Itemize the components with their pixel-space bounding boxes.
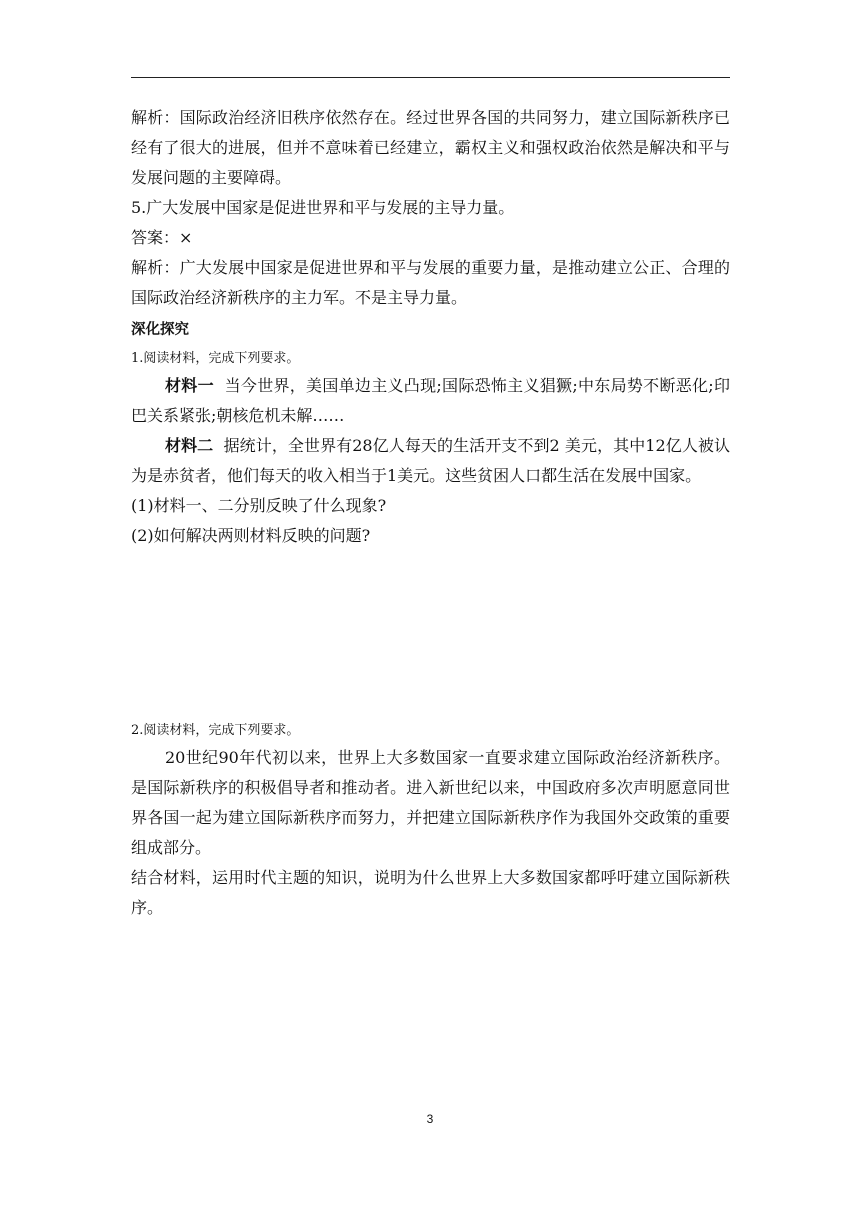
material-2 bbox=[131, 431, 730, 491]
exercise-1-instruction: 1.阅读材料，完成下列要求。 bbox=[131, 351, 300, 366]
material-2-text: 据统计，全世界有28亿人每天的生活开支不到2 美元，其中12亿人被认为是赤贫者，他们每天的收入相当于1美元。这些贫困人口都生活在发展中国家。 bbox=[131, 436, 730, 485]
exercise-2-instruction: 2.阅读材料，完成下列要求。 bbox=[131, 723, 300, 738]
page-number: 3 bbox=[426, 1112, 434, 1126]
exercise-2-material: 20世纪90年代初以来，世界上大多数国家一直要求建立国际政治经济新秩序。是国际新秩序的积极倡导者和推动者。进入新世纪以来，中国政府多次声明愿意同世界各国一起为建立国际新秩序而努力，并把建立国际新秩序作为我国外交政策的重要组成部分。 bbox=[131, 748, 730, 857]
answer-5: 答案：× bbox=[131, 228, 193, 247]
page-content bbox=[131, 103, 730, 923]
material-1-text: 当今世界，美国单边主义凸现;国际恐怖主义猖獗;中东局势不断恶化;印巴关系紧张;朝核危机未解…… bbox=[131, 376, 730, 425]
material-1-label: 材料一 bbox=[165, 376, 214, 395]
analysis-4: 解析：国际政治经济旧秩序依然存在。经过世界各国的共同努力，建立国际新秩序已经有了很大的进展，但并不意味着已经建立，霸权主义和强权政治依然是解决和平与发展问题的主要障碍。 bbox=[131, 108, 730, 187]
exercise-1-question-1: (1)材料一、二分别反映了什么现象? bbox=[131, 496, 387, 515]
question-5: 5.广大发展中国家是促进世界和平与发展的主导力量。 bbox=[131, 198, 515, 217]
exercise-2-question: 结合材料，运用时代主题的知识，说明为什么世界上大多数国家都呼吁建立国际新秩序。 bbox=[131, 868, 730, 917]
material-2-label: 材料二 bbox=[165, 436, 214, 455]
analysis-5: 解析：广大发展中国家是促进世界和平与发展的重要力量，是推动建立公正、合理的国际政治经济新秩序的主力军。不是主导力量。 bbox=[131, 258, 730, 307]
section-title: 深化探究 bbox=[131, 321, 189, 338]
header-rule bbox=[131, 77, 730, 78]
exercise-1-question-2: (2)如何解决两则材料反映的问题? bbox=[131, 526, 371, 545]
material-1 bbox=[131, 371, 730, 431]
answer-space bbox=[131, 551, 730, 719]
